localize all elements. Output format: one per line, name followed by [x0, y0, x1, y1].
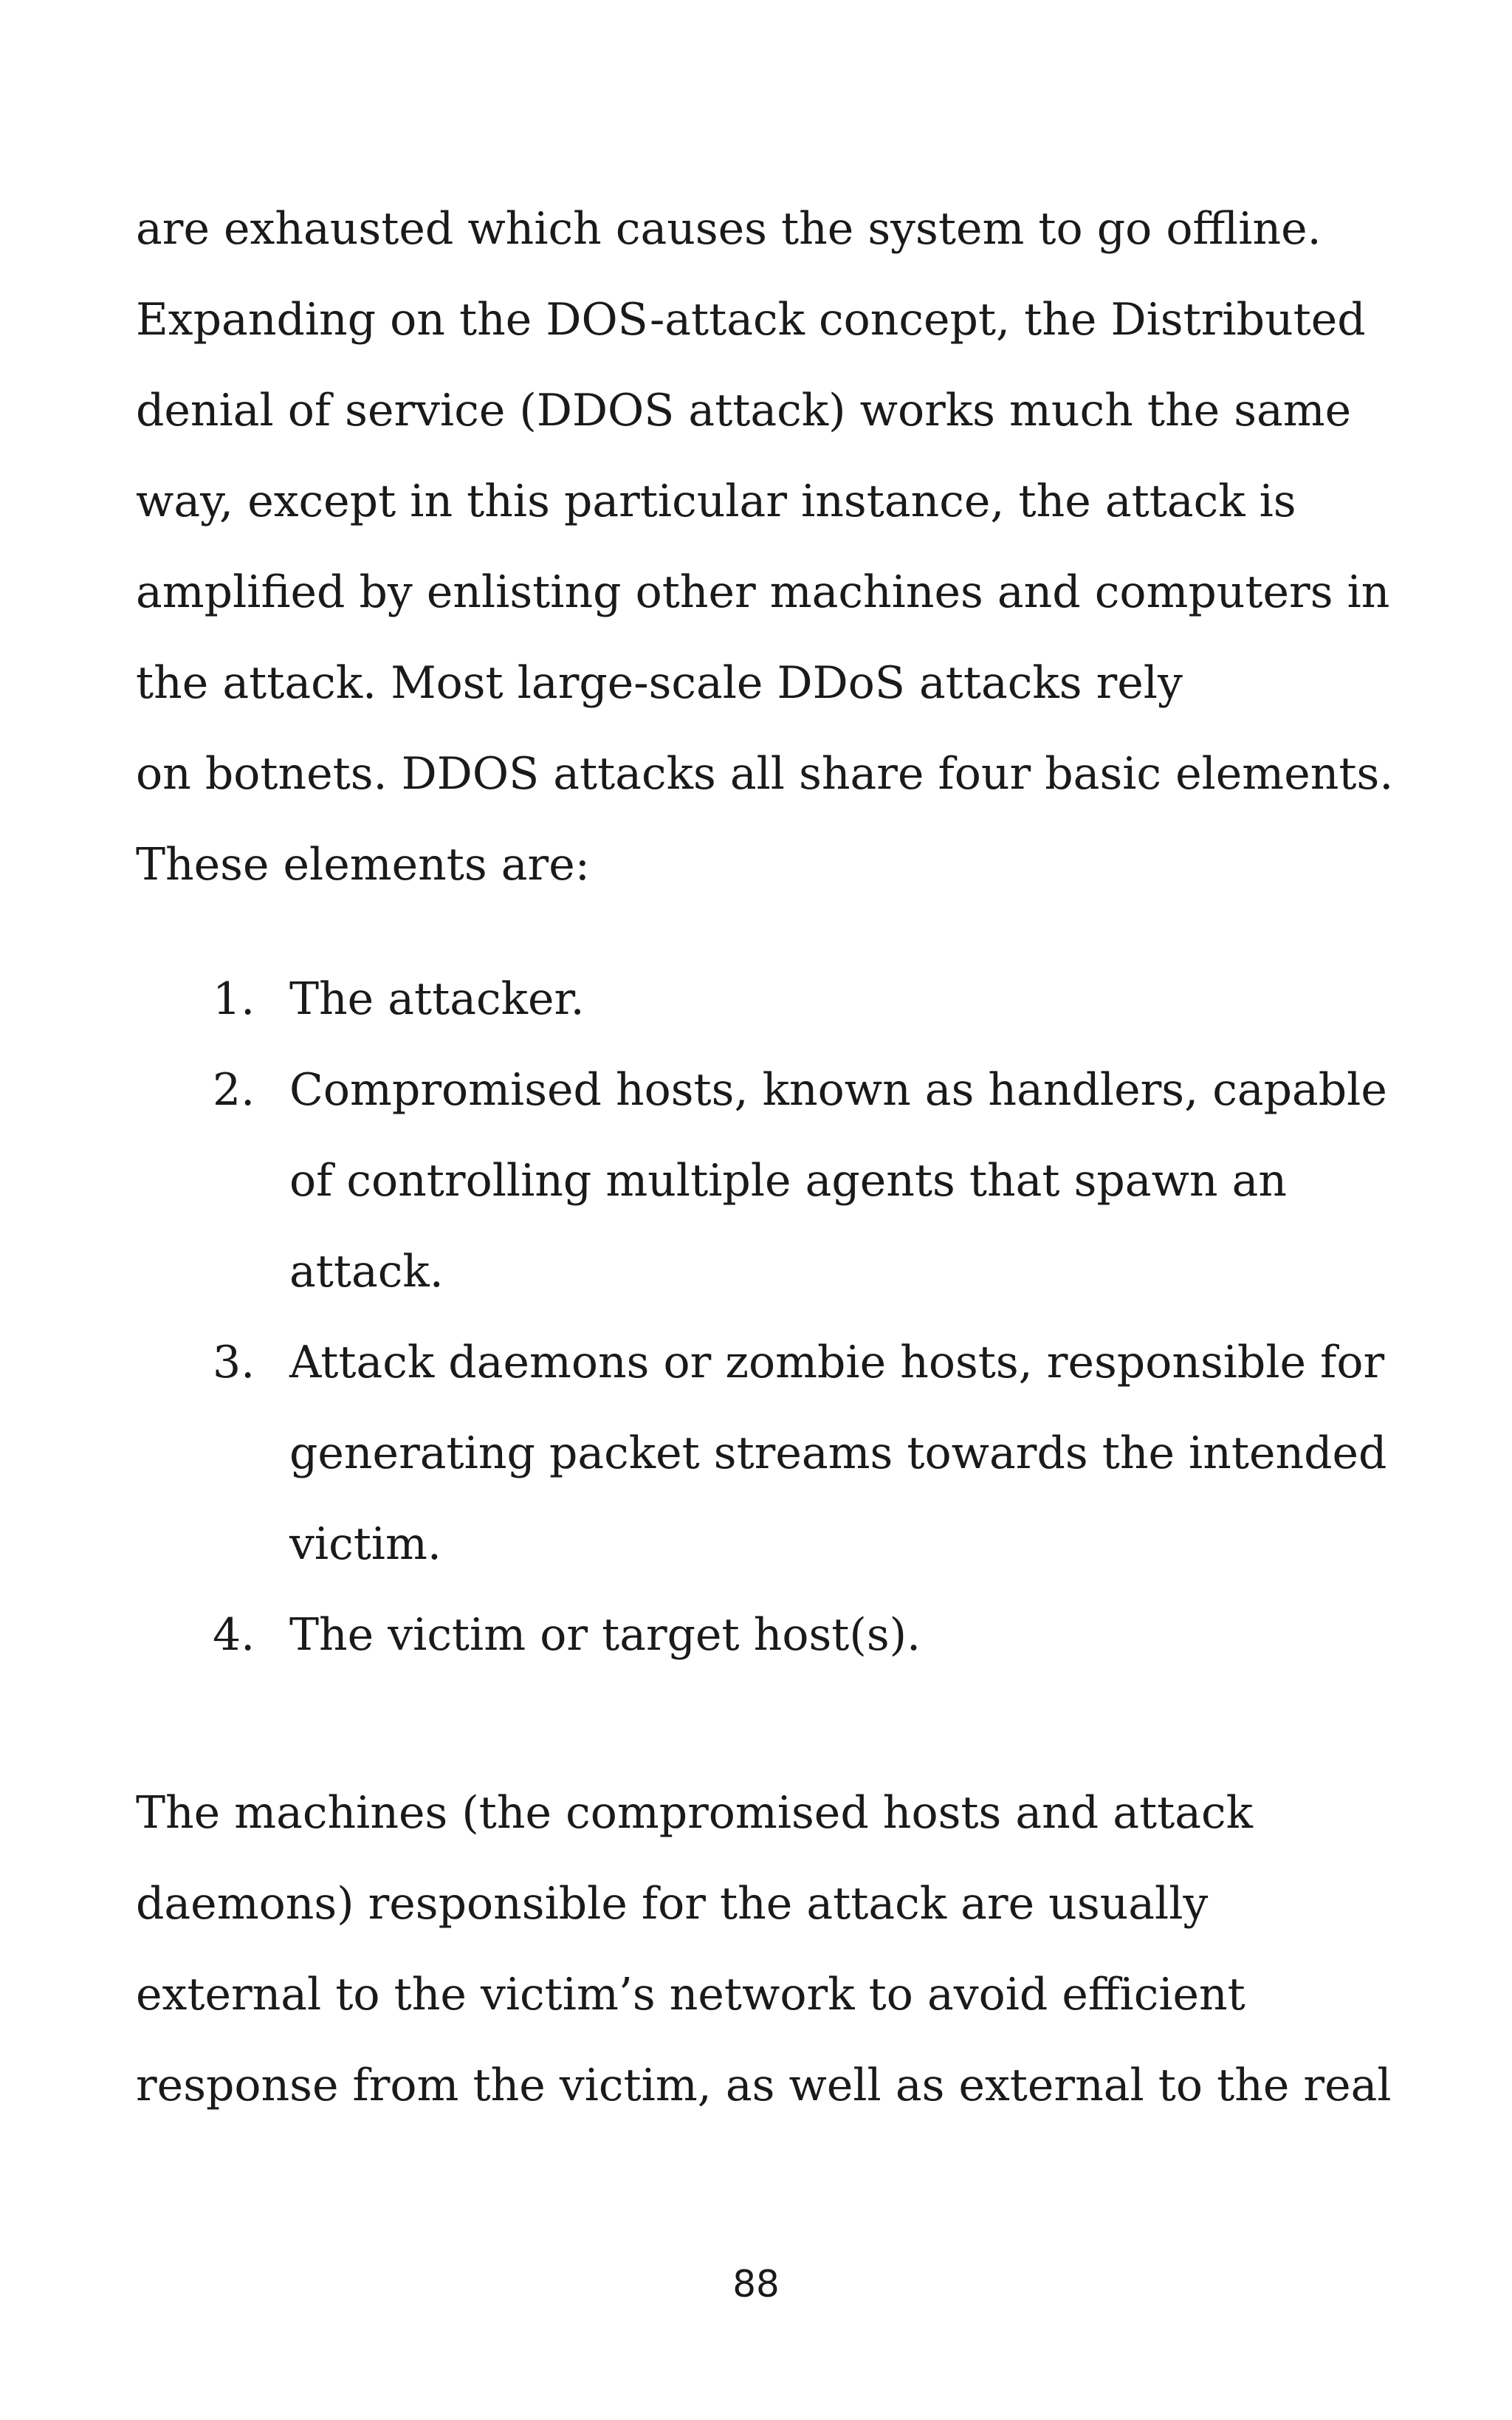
text-line: denial of service (DDOS attack) works much the same: [136, 385, 1352, 436]
text-line: the attack. Most large-scale DDoS attacks rely: [136, 657, 1183, 709]
list-item-number: 3.: [213, 1337, 255, 1388]
list-item-number: 1.: [213, 973, 255, 1025]
text-line: on botnets. DDOS attacks all share four basic elements.: [136, 748, 1394, 800]
list-item-text: The victim or target host(s).: [289, 1609, 921, 1661]
text-line: external to the victim’s network to avoid efficient: [136, 1969, 1245, 2020]
text-line: response from the victim, as well as external to the real: [136, 2060, 1392, 2111]
text-line: daemons) responsible for the attack are usually: [136, 1878, 1209, 1930]
list-item-text: attack.: [289, 1246, 444, 1298]
text-line: These elements are:: [136, 839, 590, 891]
list-item-text: victim.: [289, 1518, 441, 1570]
list-item-text: Compromised hosts, known as handlers, capable: [289, 1064, 1387, 1116]
list-item-text: of controlling multiple agents that spawn an: [289, 1155, 1288, 1207]
text-line: amplified by enlisting other machines and computers in: [136, 566, 1390, 618]
list-item-text: generating packet streams towards the intended: [289, 1427, 1387, 1479]
page-number: 88: [732, 2263, 780, 2306]
text-line: way, except in this particular instance, the attack is: [136, 476, 1296, 527]
text-line: are exhausted which causes the system to go offline.: [136, 203, 1322, 255]
list-item-text: Attack daemons or zombie hosts, responsible for: [289, 1337, 1385, 1388]
list-item-number: 4.: [213, 1609, 255, 1661]
list-item-text: The attacker.: [289, 973, 585, 1025]
text-line: Expanding on the DOS-attack concept, the Distributed: [136, 294, 1366, 346]
list-item-number: 2.: [213, 1064, 255, 1116]
text-line: The machines (the compromised hosts and attack: [136, 1787, 1253, 1839]
